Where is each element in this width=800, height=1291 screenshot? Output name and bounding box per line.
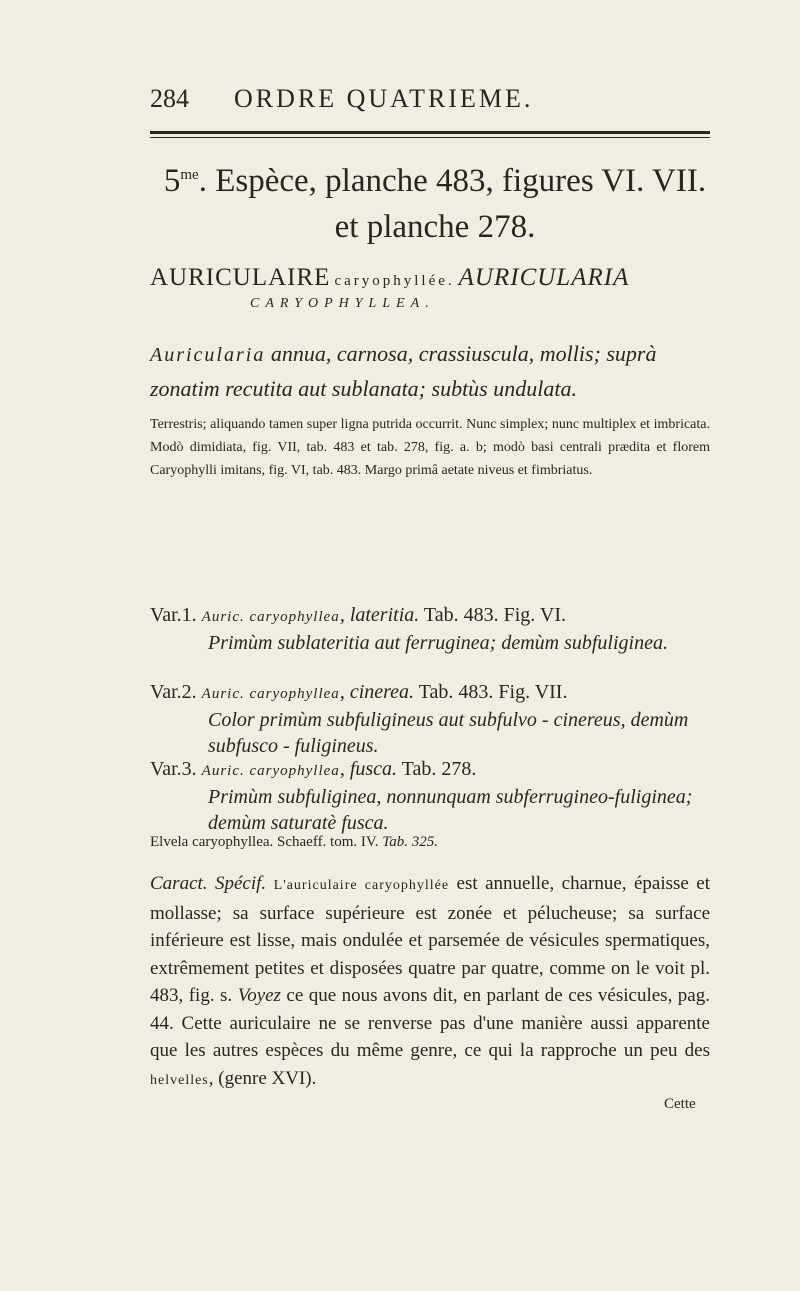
variety-epithet: , fusca. (339, 758, 398, 780)
variety-label: Var.2. (150, 681, 197, 703)
species-number: 5 (163, 163, 181, 199)
species-heading (150, 152, 720, 250)
variety-2 (150, 679, 710, 759)
french-epithet: caryophyllée. (334, 273, 455, 289)
catchword: Cette (664, 1096, 696, 1112)
latin-name: AURICULARIA (458, 264, 630, 291)
variety-genus: Auric. caryophyllea (201, 763, 340, 779)
latin-diagnosis (150, 337, 710, 405)
header-rule-thick (150, 131, 710, 134)
caract-text-2: ce que nous avons dit, en parlant de ces vésicules, pag. 44. Cette auriculaire ne se renverse pas d'une manière aussi apparente que les autres espèces du même genre, ce qui la rapproche un peu des (150, 985, 710, 1061)
caract-text-3: , (genre XVI). (208, 1067, 317, 1089)
variety-label: Var.1. (150, 604, 197, 626)
synonym-text: Elvela caryophyllea. Schaeff. tom. IV. (150, 834, 383, 850)
variety-genus: Auric. caryophyllea (201, 686, 340, 702)
diagnosis-lead: Auricularia (150, 344, 266, 366)
synonym-line (150, 834, 710, 851)
variety-desc: Primùm subfuliginea, nonnunquam subferrugineo-fuliginea; demùm saturatè fusca. (208, 786, 693, 834)
species-names (150, 264, 750, 292)
diagnosis-text: annua, carnosa, crassiuscula, mollis; suprà zonatim recutita aut sublanata; subtùs undulata. (150, 341, 657, 401)
caract-voyez: Voyez (237, 985, 281, 1006)
synonym-tab: Tab. 325. (382, 834, 439, 850)
variety-ref: Tab. 278. (397, 758, 477, 780)
variety-label: Var.3. (150, 758, 197, 780)
latin-epithet: CARYOPHYLLEA. (250, 296, 435, 311)
variety-genus: Auric. caryophyllea (201, 609, 340, 625)
french-name: AURICULAIRE (150, 264, 331, 291)
variety-desc: Color primùm subfuligineus aut subfulvo - cinereus, demùm subfusco - fuligineus. (208, 709, 689, 757)
caract-text-1: est annuelle, charnue, épaisse et mollasse; sa surface supérieure est zonée et pélucheuse; sa surface inférieure est lisse, mais ondulée et parsemée de vésicules spermatiques, extrêmement petites et disposées quatre par quatre, comme on le voit pl. 483, fig. s. (150, 873, 711, 1006)
header-rule-thin (150, 137, 710, 138)
caract-lead: Caract. Spécif. (150, 873, 267, 894)
page-number: 284 (150, 84, 189, 113)
caract-paragraph (150, 870, 710, 1094)
variety-desc: Primùm sublateritia aut ferruginea; demùm subfuliginea. (208, 632, 668, 654)
variety-1 (150, 602, 710, 656)
species-number-sup: me (180, 167, 199, 183)
caract-smallcaps-2: helvelles (150, 1072, 209, 1088)
caract-smallcaps: L'auriculaire caryophyllée (273, 878, 450, 893)
variety-ref: Tab. 483. Fig. VII. (414, 681, 568, 703)
species-heading-text: . Espèce, planche 483, figures VI. VII. et planche 278. (198, 163, 707, 245)
variety-ref: Tab. 483. Fig. VI. (419, 604, 567, 626)
variety-epithet: , cinerea. (339, 681, 415, 703)
variety-epithet: , lateritia. (339, 604, 420, 626)
running-title: ORDRE QUATRIEME. (234, 84, 534, 113)
page-header (150, 84, 710, 124)
latin-note: Terrestris; aliquando tamen super ligna putrida occurrit. Nunc simplex; nunc multiplex et imbricata. Modò dimidiata, fig. VII, tab. 483 et tab. 278, fig. a. b; modò basi centrali prædita et florem Caryophylli imitans, fig. VI, tab. 483. Margo primâ aetate niveus et fimbriatus. (150, 417, 710, 478)
variety-3 (150, 756, 710, 836)
